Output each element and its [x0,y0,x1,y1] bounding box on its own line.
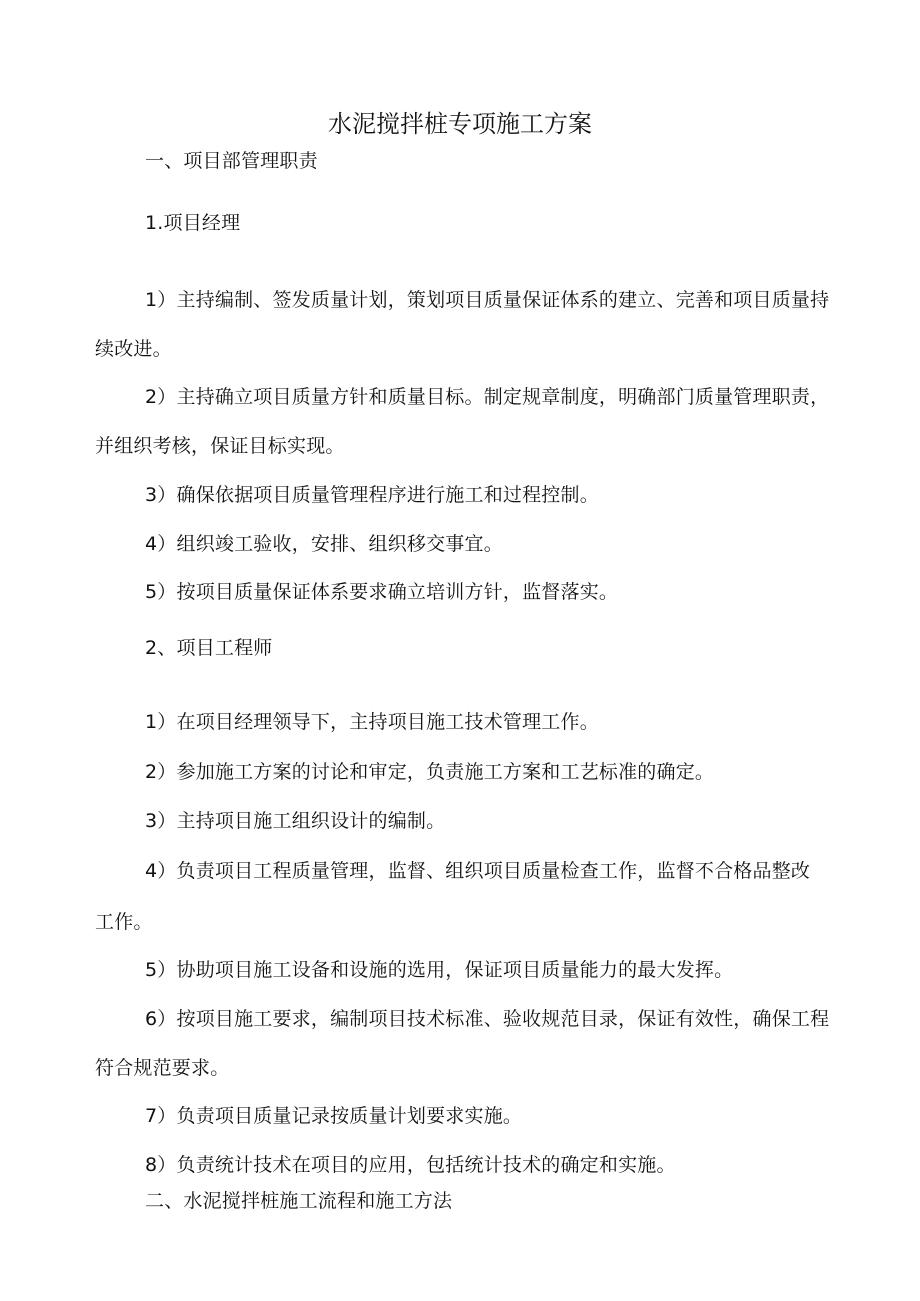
subsection-project-manager-heading: 1.项目经理 [145,212,241,234]
paragraph-line: 4）负责项目工程质量管理，监督、组织项目质量检查工作，监督不合格品整改 [145,860,811,882]
section-1-heading: 一、项目部管理职责 [145,150,318,172]
paragraph-line: 工作。 [95,911,153,933]
paragraph-line: 并组织考核，保证目标实现。 [95,435,345,457]
paragraph-line: 2）参加施工方案的讨论和审定，负责施工方案和工艺标准的确定。 [145,761,715,783]
paragraph-line: 7）负责项目质量记录按质量计划要求实施。 [145,1105,523,1127]
paragraph-line: 8）负责统计技术在项目的应用，包括统计技术的确定和实施。 [145,1154,676,1176]
paragraph-line: 3）主持项目施工组织设计的编制。 [145,810,446,832]
paragraph-line: 2）主持确立项目质量方针和质量目标。制定规章制度，明确部门质量管理职责， [145,386,830,408]
paragraph-line: 5）按项目质量保证体系要求确立培训方针，监督落实。 [145,581,619,603]
paragraph-line: 符合规范要求。 [95,1057,230,1079]
paragraph-line: 1）在项目经理领导下，主持项目施工技术管理工作。 [145,711,599,733]
paragraph-line: 6）按项目施工要求，编制项目技术标准、验收规范目录，保证有效性，确保工程 [145,1008,830,1030]
paragraph-line: 1）主持编制、签发质量计划，策划项目质量保证体系的建立、完善和项目质量持 [145,289,830,311]
section-2-heading: 二、水泥搅拌桩施工流程和施工方法 [145,1190,453,1212]
paragraph-line: 4）组织竣工验收，安排、组织移交事宜。 [145,533,503,555]
paragraph-line: 5）协助项目施工设备和设施的选用，保证项目质量能力的最大发挥。 [145,959,734,981]
paragraph-line: 3）确保依据项目质量管理程序进行施工和过程控制。 [145,484,599,506]
document-title: 水泥搅拌桩专项施工方案 [328,110,592,138]
paragraph-line: 续改进。 [95,338,172,360]
subsection-project-engineer-heading: 2、项目工程师 [145,637,273,659]
